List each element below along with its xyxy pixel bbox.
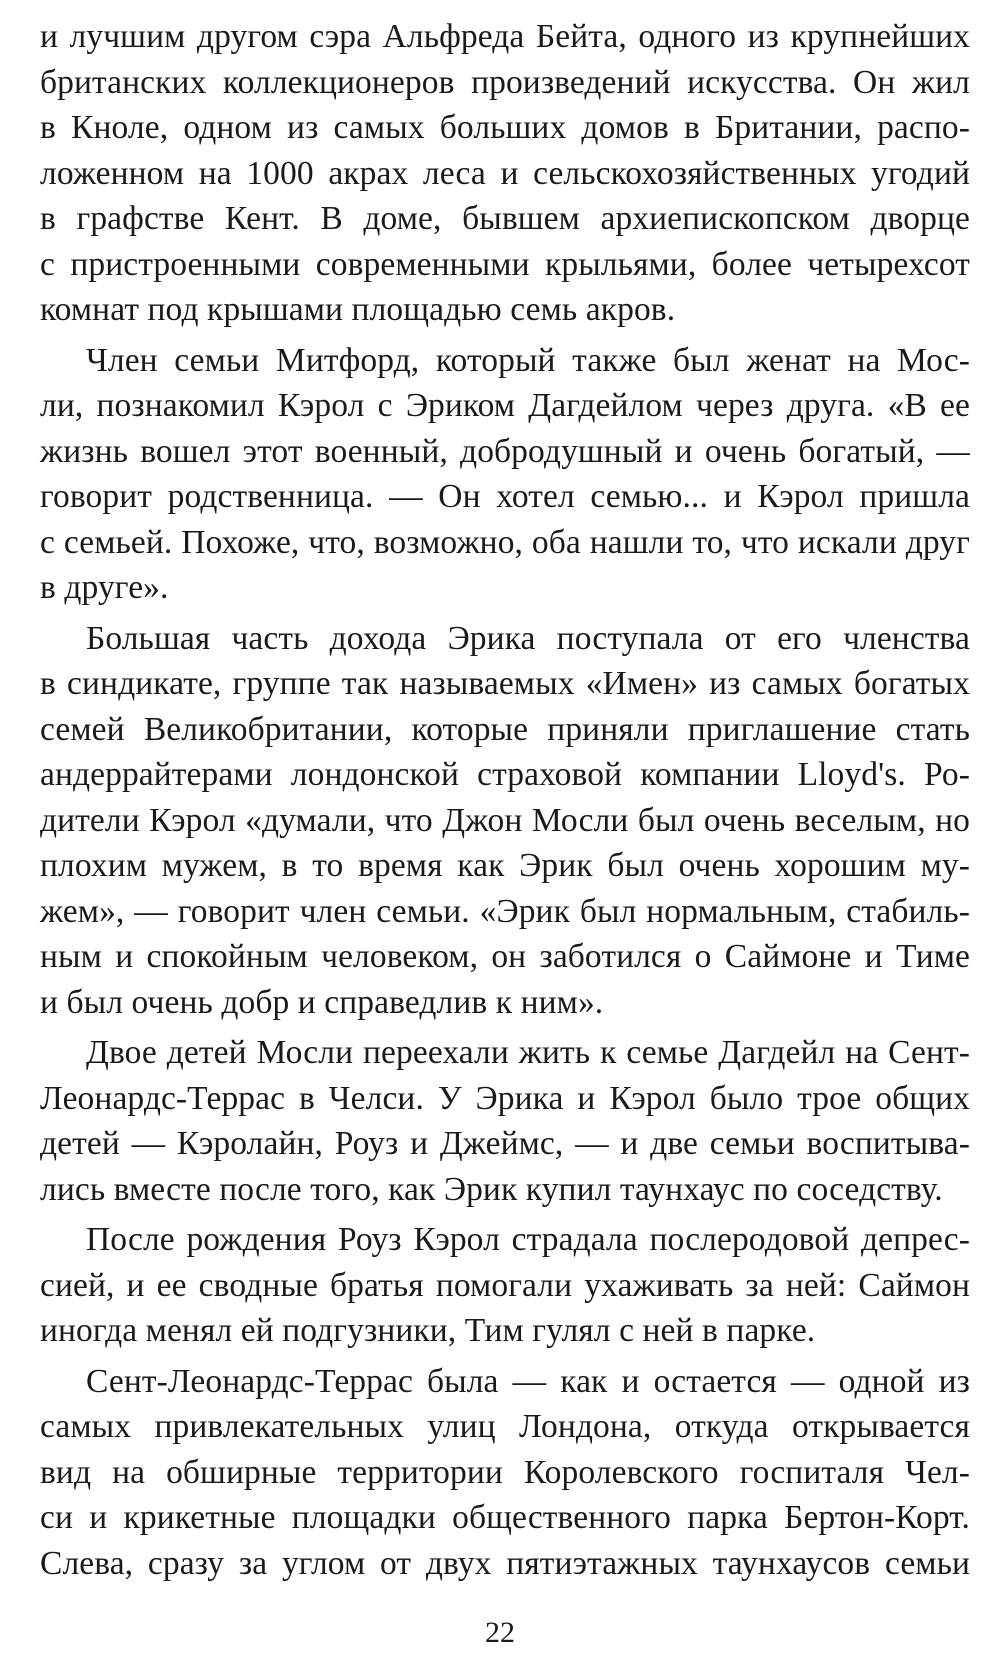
- text-line: и лучшим другом сэра Альфреда Бейта, одного из крупнейших: [40, 18, 970, 55]
- text-line: ным и спокойным человеком, он заботился о Саймоне и Тиме: [40, 938, 970, 975]
- text-line: комнат под крышами площадью семь акров.: [40, 291, 676, 328]
- text-line: си и крикетные площадки общественного парка Бертон-Корт.: [40, 1499, 970, 1536]
- text-line: сией, и ее сводные братья помогали ухаживать за ней: Саймон: [40, 1266, 970, 1304]
- text-line: андеррайтерами лондонской страховой компании Lloyd's. Ро-: [40, 756, 970, 793]
- text-line: жем», — говорит член семьи. «Эрик был нормальным, стабиль-: [40, 892, 970, 930]
- paragraph-5: [40, 1217, 970, 1354]
- paragraph-4: [40, 1030, 970, 1212]
- text-line: Сент-Леонардс-Террас была — как и остается — одной из: [86, 1362, 970, 1400]
- text-line: Большая часть дохода Эрика поступала от его членства: [86, 619, 970, 657]
- text-line: Член семьи Митфорд, который также был женат на Мос-: [86, 341, 970, 379]
- text-line: говорит родственница. — Он хотел семью... и Кэрол пришла: [40, 478, 970, 515]
- text-line: с семьей. Похоже, что, возможно, оба нашли то, что искали друг: [40, 523, 970, 561]
- text-line: После рождения Роуз Кэрол страдала послеродовой депрес-: [86, 1221, 970, 1258]
- text-line: самых привлекательных улиц Лондона, откуда открывается: [40, 1408, 970, 1445]
- text-line: вид на обширные территории Королевского госпиталя Чел-: [40, 1453, 970, 1491]
- text-line: в синдикате, группе так называемых «Имен» из самых богатых: [40, 665, 970, 702]
- text-line: в Кноле, одном из самых больших домов в Британии, распо-: [40, 109, 970, 146]
- paragraph-2: [40, 338, 970, 611]
- text-line: с пристроенными современными крыльями, более четырехсот: [40, 245, 970, 283]
- paragraph-6: [40, 1359, 970, 1587]
- text-line: лись вместе после того, как Эрик купил таунхаус по соседству.: [40, 1170, 943, 1208]
- text-line: Слева, сразу за углом от двух пятиэтажных таунхаусов семьи: [40, 1544, 970, 1582]
- text-line: в графстве Кент. В доме, бывшем архиепископском дворце: [40, 200, 970, 237]
- text-line: семей Великобритании, которые приняли приглашение стать: [40, 710, 970, 748]
- text-line: дители Кэрол «думали, что Джон Мосли был очень веселым, но: [40, 801, 970, 839]
- body-text: [40, 14, 970, 1586]
- text-line: ложенном на 1000 акрах леса и сельскохозяйственных угодий: [40, 154, 970, 192]
- text-line: Леонардс-Террас в Челси. У Эрика и Кэрол было трое общих: [40, 1079, 970, 1117]
- text-line: детей — Кэролайн, Роуз и Джеймс, — и две семьи воспитыва-: [40, 1125, 970, 1162]
- paragraph-3: [40, 616, 970, 1026]
- text-line: жизнь вошел этот военный, добродушный и очень богатый, —: [40, 432, 970, 470]
- page-number: 22: [485, 1616, 515, 1649]
- text-line: плохим мужем, в то время как Эрик был очень хорошим му-: [40, 847, 970, 884]
- text-line: Двое детей Мосли переехали жить к семье Дагдейл на Сент-: [86, 1034, 970, 1071]
- text-line: британских коллекционеров произведений искусства. Он жил: [40, 63, 970, 101]
- text-line: иногда менял ей подгузники, Тим гулял с ней в парке.: [40, 1312, 816, 1349]
- paragraph-1: [40, 14, 970, 333]
- text-line: ли, познакомил Кэрол с Эриком Дагдейлом через друга. «В ее: [40, 387, 970, 424]
- text-line: и был очень добр и справедлив к ним».: [40, 983, 604, 1021]
- text-line: в друге».: [40, 569, 169, 606]
